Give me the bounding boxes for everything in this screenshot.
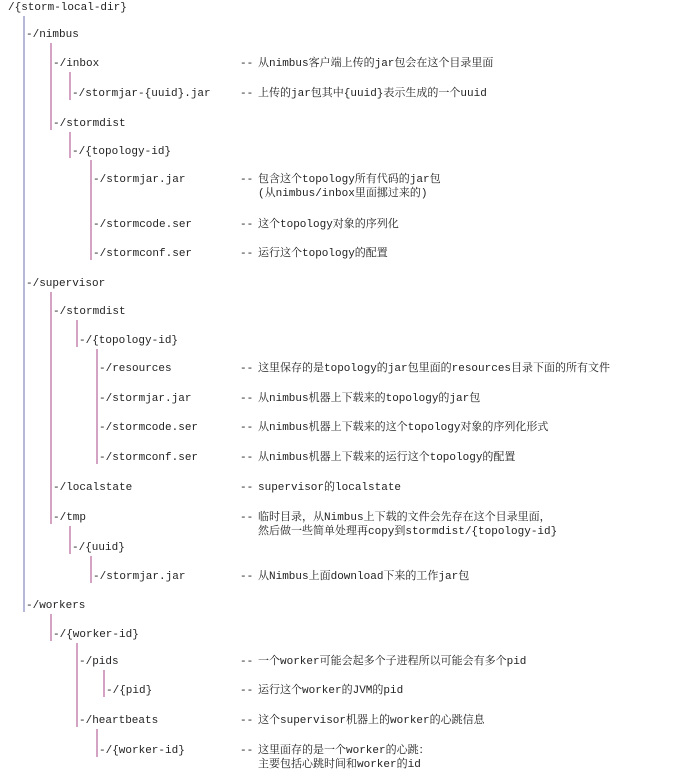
description-text: 从Nimbus上面download下来的工作jar包	[258, 571, 470, 583]
node-description	[240, 655, 526, 669]
tree-node-heartbeats: -/heartbeats	[79, 715, 159, 727]
node-description	[240, 247, 388, 261]
description-text: 从nimbus机器上下载来的运行这个topology的配置	[258, 452, 516, 464]
node-description	[240, 218, 399, 232]
description-text: 一个worker可能会起多个子进程所以可能会有多个pid	[258, 656, 527, 668]
tree-node-stormjar-jar: -/stormjar.jar	[93, 571, 186, 583]
tree-node-topology-id: -/{topology-id}	[72, 146, 172, 158]
description-text: (从nimbus/inbox里面挪过来的)	[258, 188, 428, 200]
tree-node-stormjar-jar: -/stormjar.jar	[93, 174, 186, 186]
description-text: 从nimbus机器上下载来的topology的jar包	[258, 393, 481, 405]
description-text: 运行这个topology的配置	[258, 248, 388, 260]
tree-node-workers: -/workers	[26, 600, 86, 612]
description-separator: --	[240, 685, 254, 697]
tree-node-stormjar-jar: -/stormjar.jar	[99, 393, 192, 405]
node-description	[240, 714, 485, 728]
description-text: 临时目录，从Nimbus上下载的文件会先存在这个目录里面，	[258, 512, 551, 524]
tree-node-pid: -/{pid}	[106, 685, 153, 697]
tree-node-supervisor: -/supervisor	[26, 278, 106, 290]
node-description	[240, 451, 515, 465]
node-description	[240, 744, 430, 772]
node-description	[240, 481, 401, 495]
node-description	[240, 684, 403, 698]
description-text: 这个topology对象的序列化	[258, 219, 399, 231]
tree-node-stormdist: -/stormdist	[53, 118, 126, 130]
tree-node-topology-id: -/{topology-id}	[79, 335, 179, 347]
node-description	[240, 173, 441, 201]
description-text: 这里保存的是topology的jar包里面的resources目录下面的所有文件	[258, 363, 611, 375]
node-description	[240, 392, 480, 406]
description-separator: --	[240, 452, 254, 464]
tree-node-stormjar-uuid-jar: -/stormjar-{uuid}.jar	[72, 88, 211, 100]
tree-node-nimbus: -/nimbus	[26, 29, 79, 41]
description-separator: --	[240, 248, 254, 260]
description-separator: --	[240, 88, 254, 100]
description-text: 包含这个topology所有代码的jar包	[258, 174, 441, 186]
description-separator: --	[240, 512, 254, 524]
description-separator: --	[240, 571, 254, 583]
description-text: 运行这个worker的JVM的pid	[258, 685, 404, 697]
tree-node-worker-id: -/{worker-id}	[99, 745, 185, 757]
node-description	[240, 511, 557, 539]
tree-root: /{storm-local-dir}	[8, 2, 127, 14]
description-separator: --	[240, 745, 254, 757]
tree-node-pids: -/pids	[79, 656, 119, 668]
node-description	[240, 421, 548, 435]
tree-node-inbox: -/inbox	[53, 58, 100, 70]
node-description	[240, 362, 610, 376]
tree-node-worker-id: -/{worker-id}	[53, 629, 139, 641]
description-text: 这里面存的是一个worker的心跳：	[258, 745, 430, 757]
tree-node-stormcode-ser: -/stormcode.ser	[99, 422, 199, 434]
description-text: 从nimbus机器上下载来的这个topology对象的序列化形式	[258, 422, 549, 434]
description-separator: --	[240, 393, 254, 405]
tree-node-resources: -/resources	[99, 363, 172, 375]
description-separator: --	[240, 482, 254, 494]
tree-node-stormconf-ser: -/stormconf.ser	[93, 248, 193, 260]
tree-node-stormcode-ser: -/stormcode.ser	[93, 219, 193, 231]
description-separator: --	[240, 656, 254, 668]
node-description	[240, 570, 469, 584]
description-separator: --	[240, 174, 254, 186]
tree-node-uuid: -/{uuid}	[72, 542, 125, 554]
tree-node-localstate: -/localstate	[53, 482, 133, 494]
tree-node-tmp: -/tmp	[53, 512, 87, 524]
node-description	[240, 57, 493, 71]
description-text: 从nimbus客户端上传的jar包会在这个目录里面	[258, 58, 494, 70]
description-text: 这个supervisor机器上的worker的心跳信息	[258, 715, 485, 727]
tree-node-stormconf-ser: -/stormconf.ser	[99, 452, 199, 464]
description-separator: --	[240, 715, 254, 727]
description-separator: --	[240, 219, 254, 231]
description-text: 上传的jar包其中{uuid}表示生成的一个uuid	[258, 88, 487, 100]
tree-node-stormdist: -/stormdist	[53, 306, 126, 318]
description-text: supervisor的localstate	[258, 482, 402, 494]
description-separator: --	[240, 422, 254, 434]
description-text: 主要包括心跳时间和worker的id	[258, 759, 421, 771]
description-text: 然后做一些简单处理再copy到stormdist/{topology-id}	[258, 526, 558, 538]
description-separator: --	[240, 363, 254, 375]
description-separator: --	[240, 58, 254, 70]
node-description	[240, 87, 487, 101]
